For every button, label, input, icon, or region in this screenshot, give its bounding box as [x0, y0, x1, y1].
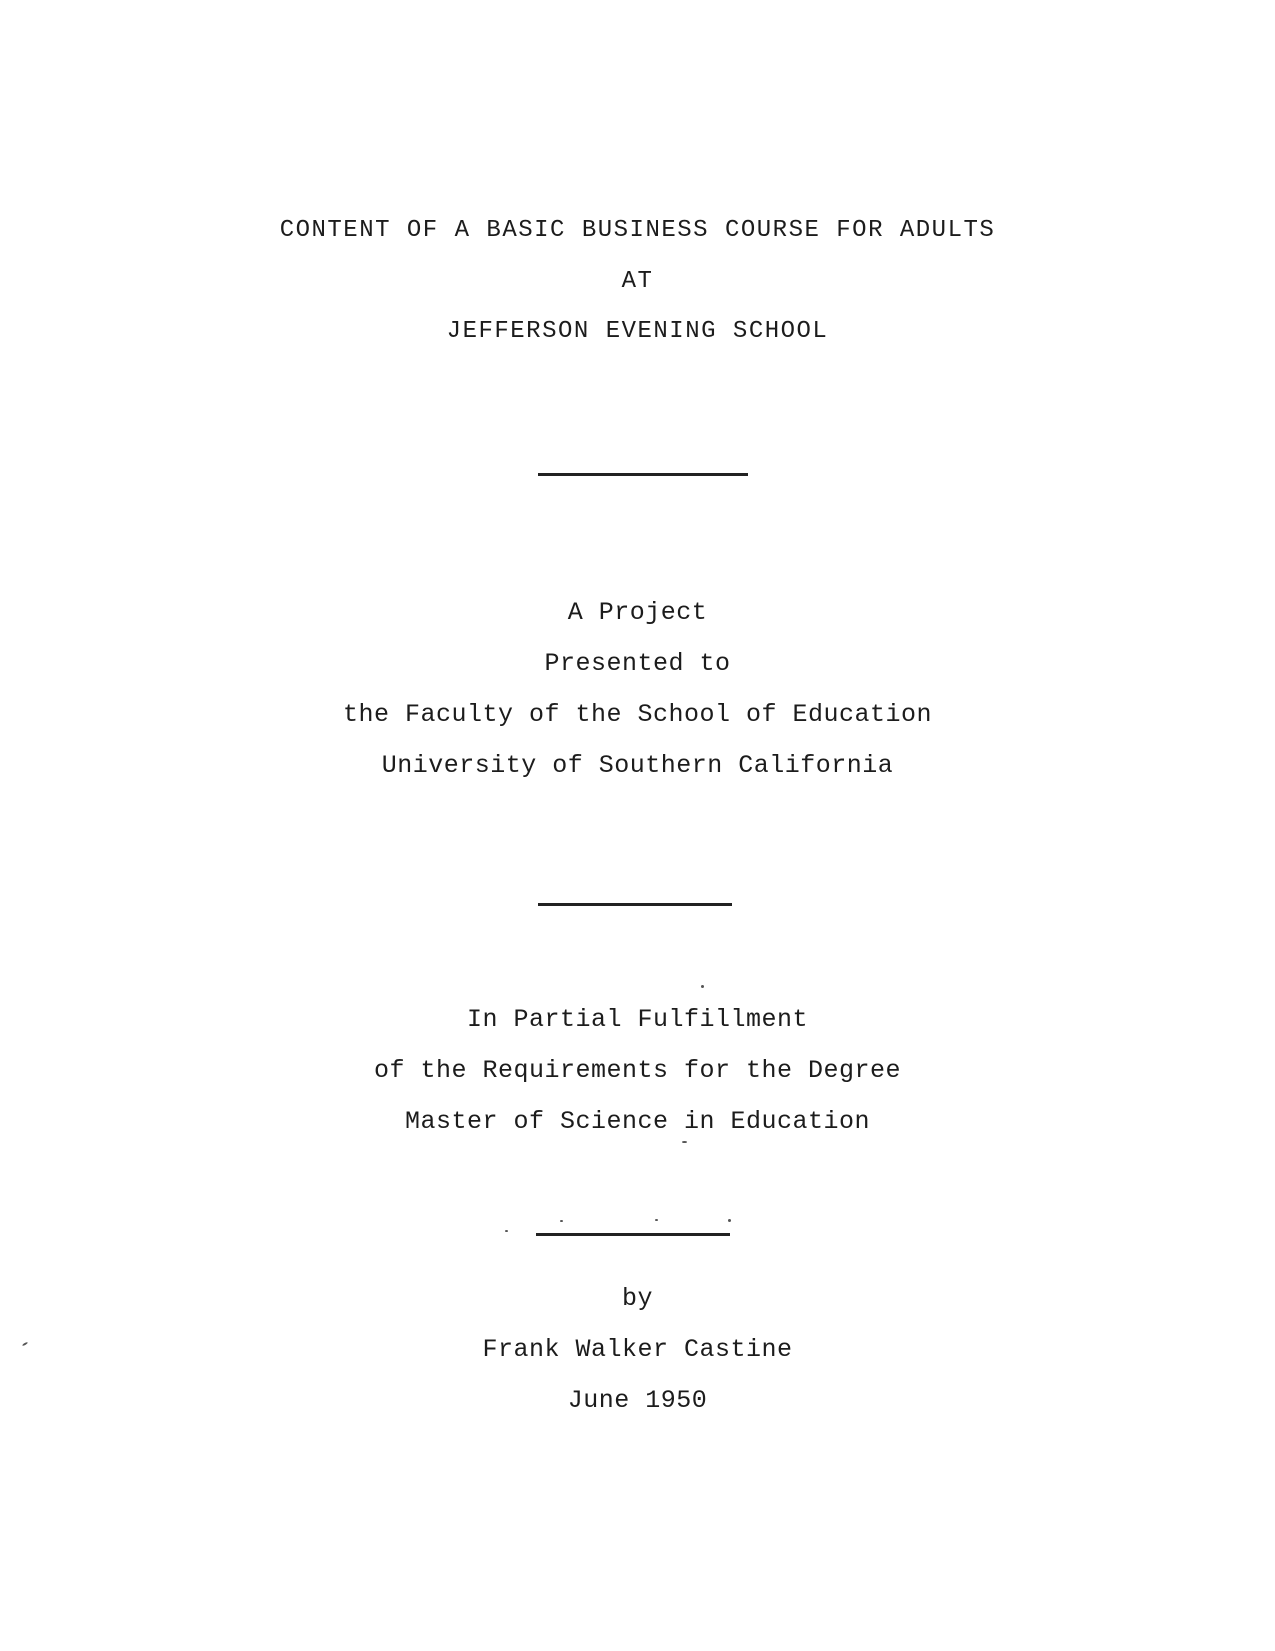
- presentation-line-4: University of Southern California: [381, 751, 894, 780]
- scan-speck: [682, 1141, 687, 1143]
- divider-rule: [536, 1233, 730, 1236]
- presentation-line-2: Presented to: [544, 649, 731, 678]
- scan-speck: [701, 985, 704, 988]
- scan-speck: [655, 1219, 658, 1221]
- author-date: June 1950: [567, 1386, 708, 1415]
- divider-rule: [538, 903, 732, 906]
- scan-speck: [505, 1230, 508, 1232]
- title-line-1: CONTENT OF A BASIC BUSINESS COURSE FOR ADULTS: [279, 217, 996, 244]
- scan-speck: [560, 1220, 563, 1222]
- fulfillment-line-1: In Partial Fulfillment: [466, 1005, 809, 1034]
- title-line-3: JEFFERSON EVENING SCHOOL: [446, 318, 829, 345]
- scan-speck: [728, 1219, 731, 1222]
- divider-rule: [538, 473, 748, 476]
- presentation-line-3: the Faculty of the School of Education: [342, 700, 933, 729]
- presentation-line-1: A Project: [567, 598, 708, 627]
- fulfillment-line-3: Master of Science in Education: [404, 1107, 871, 1136]
- author-by: by: [621, 1284, 653, 1313]
- title-line-2: AT: [621, 268, 654, 295]
- author-name: Frank Walker Castine: [482, 1335, 793, 1364]
- fulfillment-line-2: of the Requirements for the Degree: [373, 1056, 902, 1085]
